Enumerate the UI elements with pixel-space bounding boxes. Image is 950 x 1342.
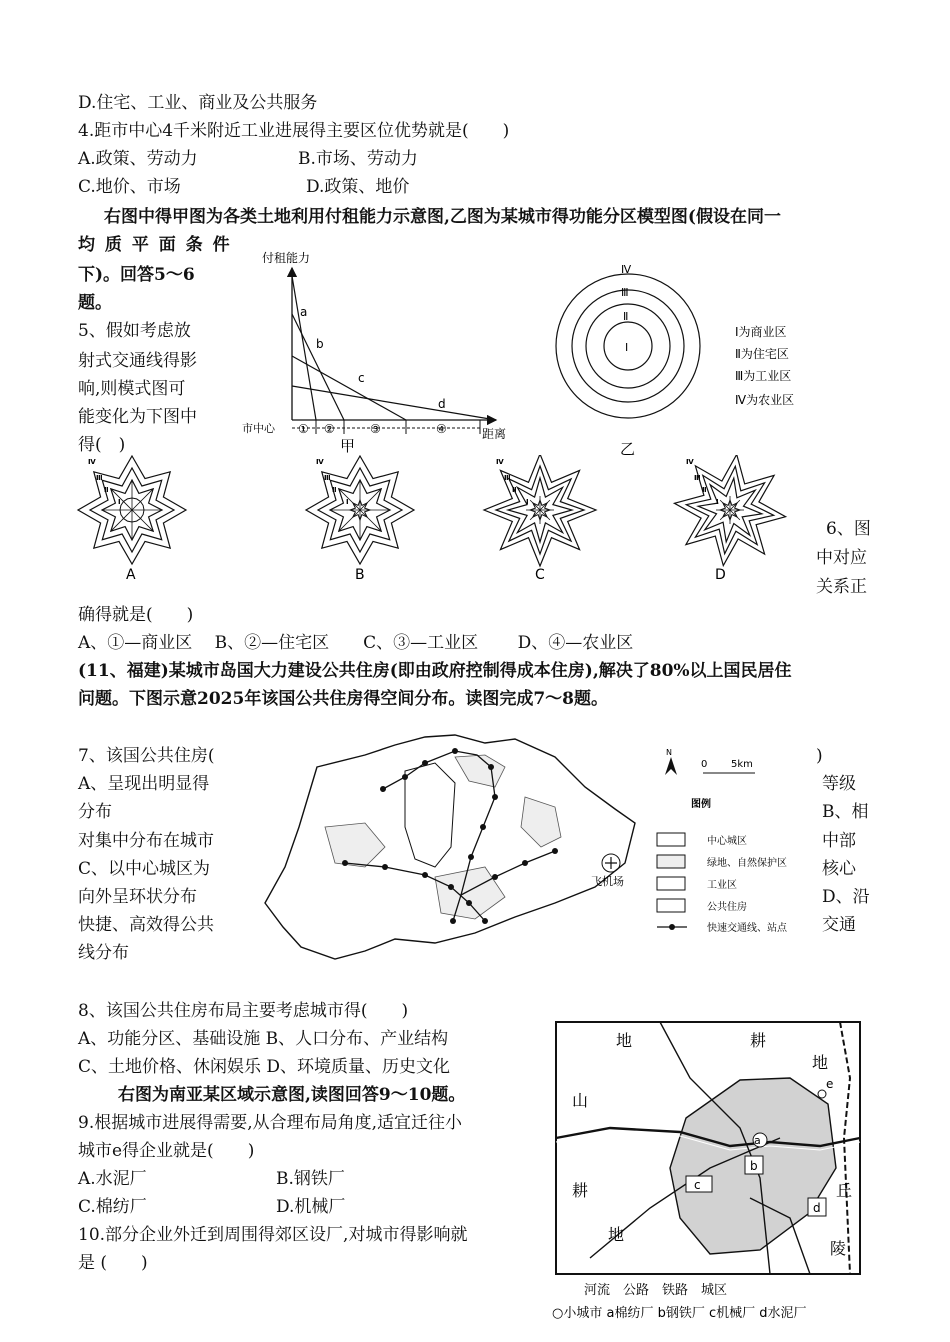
star-ring-label: Ⅰ [526,498,529,506]
intro-9-10: 右图为南亚某区域示意图,读图回答9～10题。 [118,1085,466,1105]
question-8: 8、该国公共住房布局主要考虑城市得( ) [78,1001,409,1021]
star-label-a: A [126,567,136,583]
map-legend-1: 中心城区 [707,836,747,847]
question-6-l3: 关系正 [816,577,867,597]
bid-rent-chart [240,244,530,460]
label-c: c [358,371,365,385]
q7-option-c: C、以中心城区为 [78,859,211,879]
map-legend-5: 快速交通线、站点 [707,923,787,934]
map-legend-4: 公共住房 [707,902,747,913]
curve-d [292,386,496,420]
scale-zero: 0 [701,759,708,770]
label-d: d [438,397,446,411]
concentric-zone-model [545,258,835,458]
label-a: a [300,305,308,319]
label-b: b [316,337,324,351]
question-5-l3: 响,则模式图可 [78,379,186,399]
point-c: c [694,1178,701,1192]
q7-option-a-l2: 分布 [78,802,112,822]
terrain-5: 耕 [572,1181,589,1200]
q8-options-ab: A、功能分区、基础设施 B、人口分布、产业结构 [78,1029,449,1049]
star-ring-label: Ⅰ [716,498,719,506]
question-10-l2: 是 ( ) [78,1253,148,1273]
curve-c [292,356,406,420]
q8-options-cd: C、土地价格、休闲娱乐 D、环境质量、历史文化 [78,1057,451,1077]
q7-option-d-l3: 线分布 [78,943,129,963]
star-label-b: B [355,567,365,583]
star-ring-label: Ⅱ [702,486,707,494]
q4-option-c: C.地价、市场 [78,177,181,197]
star-label-d: D [715,567,726,583]
legend-title: 图例 [691,799,711,810]
zone-1: ① [298,422,309,436]
zone-2: ② [324,422,335,436]
star-ring-label: Ⅰ [118,498,121,506]
star-ring-label: Ⅲ [324,474,331,482]
q7-option-d: D、沿 [822,887,870,907]
star-ring-label: Ⅱ [104,486,109,494]
terrain-4: 山 [572,1091,589,1110]
star-ring-label: Ⅲ [504,474,511,482]
question-4: 4.距市中心4千米附近工业进展得主要区位优势就是( ) [78,121,510,141]
intro-5-6: 右图中得甲图为各类土地利用付租能力示意图,乙图为某城市得功能分区模型图(假设在同一 [104,207,781,227]
question-7: 7、该国公共住房( [78,746,215,766]
question-5-l4: 能变化为下图中 [78,407,197,427]
public-housing-map [255,727,835,967]
curve-a [292,276,316,420]
ring-iv: Ⅳ [621,263,632,276]
terrain-8: 陵 [830,1239,847,1258]
question-10: 10.部分企业外迁到周围得郊区设厂,对城市得影响就 [78,1225,468,1245]
star-ring-label: Ⅳ [88,458,96,466]
map-legend-3: 工业区 [707,880,737,891]
q7-option-b: B、相 [822,802,869,822]
airport-label: 飞机场 [591,875,624,888]
question-6-l2: 中对应 [816,548,867,568]
scale-label: 5km [731,759,753,770]
intro-7-8: (11、福建)某城市岛国大力建设公共住房(即由政府控制得成本住房),解决了80%以上国民居住 [78,661,792,681]
q4-option-a: A.政策、劳动力 [78,149,198,169]
star-label-c: C [535,567,545,583]
south-asia-region-map [550,1018,882,1332]
q9-option-c: C.棉纺厂 [78,1197,147,1217]
zone-3: ③ [370,422,381,436]
y-axis-label: 付租能力 [262,251,311,265]
point-a: a [754,1134,761,1147]
q4-option-d: D.政策、地价 [306,177,410,197]
question-7-paren: ) [816,746,823,766]
star-option-d [674,455,785,566]
legend-3: Ⅲ为工业区 [735,369,792,383]
q7-option-b-l2: 对集中分布在城市 [78,831,214,851]
star-ring-label: Ⅱ [332,486,337,494]
question-5-l2: 射式交通线得影 [78,351,197,371]
terrain-1: 地 [616,1031,633,1050]
point-b: b [750,1159,758,1173]
north-label: N [666,748,672,757]
star-ring-label: Ⅳ [316,458,324,466]
star-ring-label: Ⅰ [346,498,349,506]
x-axis-label: 距离 [482,427,507,441]
star-ring-label: Ⅲ [694,474,701,482]
figure-caption-yi: 乙 [620,440,636,458]
legend-1: Ⅰ为商业区 [735,325,787,339]
ring-iii: Ⅲ [621,286,629,299]
star-ring-label: Ⅱ [512,486,517,494]
star-option-a [78,456,186,564]
q7-option-a: A、呈现出明显得 [78,774,210,794]
map-legend-2: 绿地、自然保护区 [707,858,787,869]
star-model-options [70,455,815,585]
q9-option-b: B.钢铁厂 [276,1169,345,1189]
curve-b [292,314,344,420]
question-6-l4: 确得就是( ) [78,605,194,625]
map-legend-line2: ○小城市 a棉纺厂 b钢铁厂 c机械厂 d水泥厂 [552,1306,807,1321]
figure-caption-jia: 甲 [340,437,356,455]
star-ring-label: Ⅳ [686,458,694,466]
option-d-prev: D.住宅、工业、商业及公共服务 [78,93,318,113]
q4-option-b: B.市场、劳动力 [298,149,418,169]
north-arrow-icon [665,757,677,775]
question-6: 6、图 [826,519,871,539]
question-9-l2: 城市e得企业就是( ) [78,1141,255,1161]
star-ring-label: Ⅳ [496,458,504,466]
q7-option-d-cont: 交通 [822,915,856,935]
star-option-c [484,455,596,566]
point-d: d [813,1201,821,1215]
q9-option-d: D.机械厂 [276,1197,346,1217]
question-5-l5: 得( ) [78,435,126,455]
q9-option-a: A.水泥厂 [78,1169,147,1189]
origin-label: 市中心 [242,422,275,435]
star-ring-label: Ⅲ [96,474,103,482]
q7-option-b-cont: 中部 [822,831,856,851]
intro-5-6-cont: 均 质 平 面 条 件 [78,235,232,255]
q7-option-b-cont2: 核心 [822,859,856,879]
map-legend-line1: 河流 公路 铁路 城区 [584,1283,728,1298]
question-9: 9.根据城市进展得需要,从合理布局角度,适宜迁往小 [78,1113,463,1133]
terrain-7: 地 [608,1225,625,1244]
star-option-b [306,456,414,564]
intro-5-6-cont3: 题。 [78,293,112,313]
q7-option-d-l2: 快捷、高效得公共 [78,915,214,935]
terrain-2: 耕 [750,1031,767,1050]
terrain-3: 地 [812,1053,829,1072]
q7-option-c-l2: 向外呈环状分布 [78,887,197,907]
ring-i: Ⅰ [625,341,629,354]
zone-4: ④ [436,422,447,436]
intro-7-8-cont: 问题。下图示意2025年该国公共住房得空间分布。读图完成7～8题。 [78,689,608,709]
point-e: e [826,1077,834,1091]
ring-ii: Ⅱ [623,310,629,323]
question-5: 5、假如考虑放 [78,321,191,341]
legend-4: Ⅳ为农业区 [735,393,795,407]
legend-2: Ⅱ为住宅区 [735,347,789,361]
q7-option-a-cont: 等级 [822,774,856,794]
intro-5-6-cont2: 下)。回答5～6 [78,265,195,285]
terrain-6: 丘 [836,1181,853,1200]
q6-options: A、①—商业区 B、②—住宅区 C、③—工业区 D、④—农业区 [78,633,634,653]
